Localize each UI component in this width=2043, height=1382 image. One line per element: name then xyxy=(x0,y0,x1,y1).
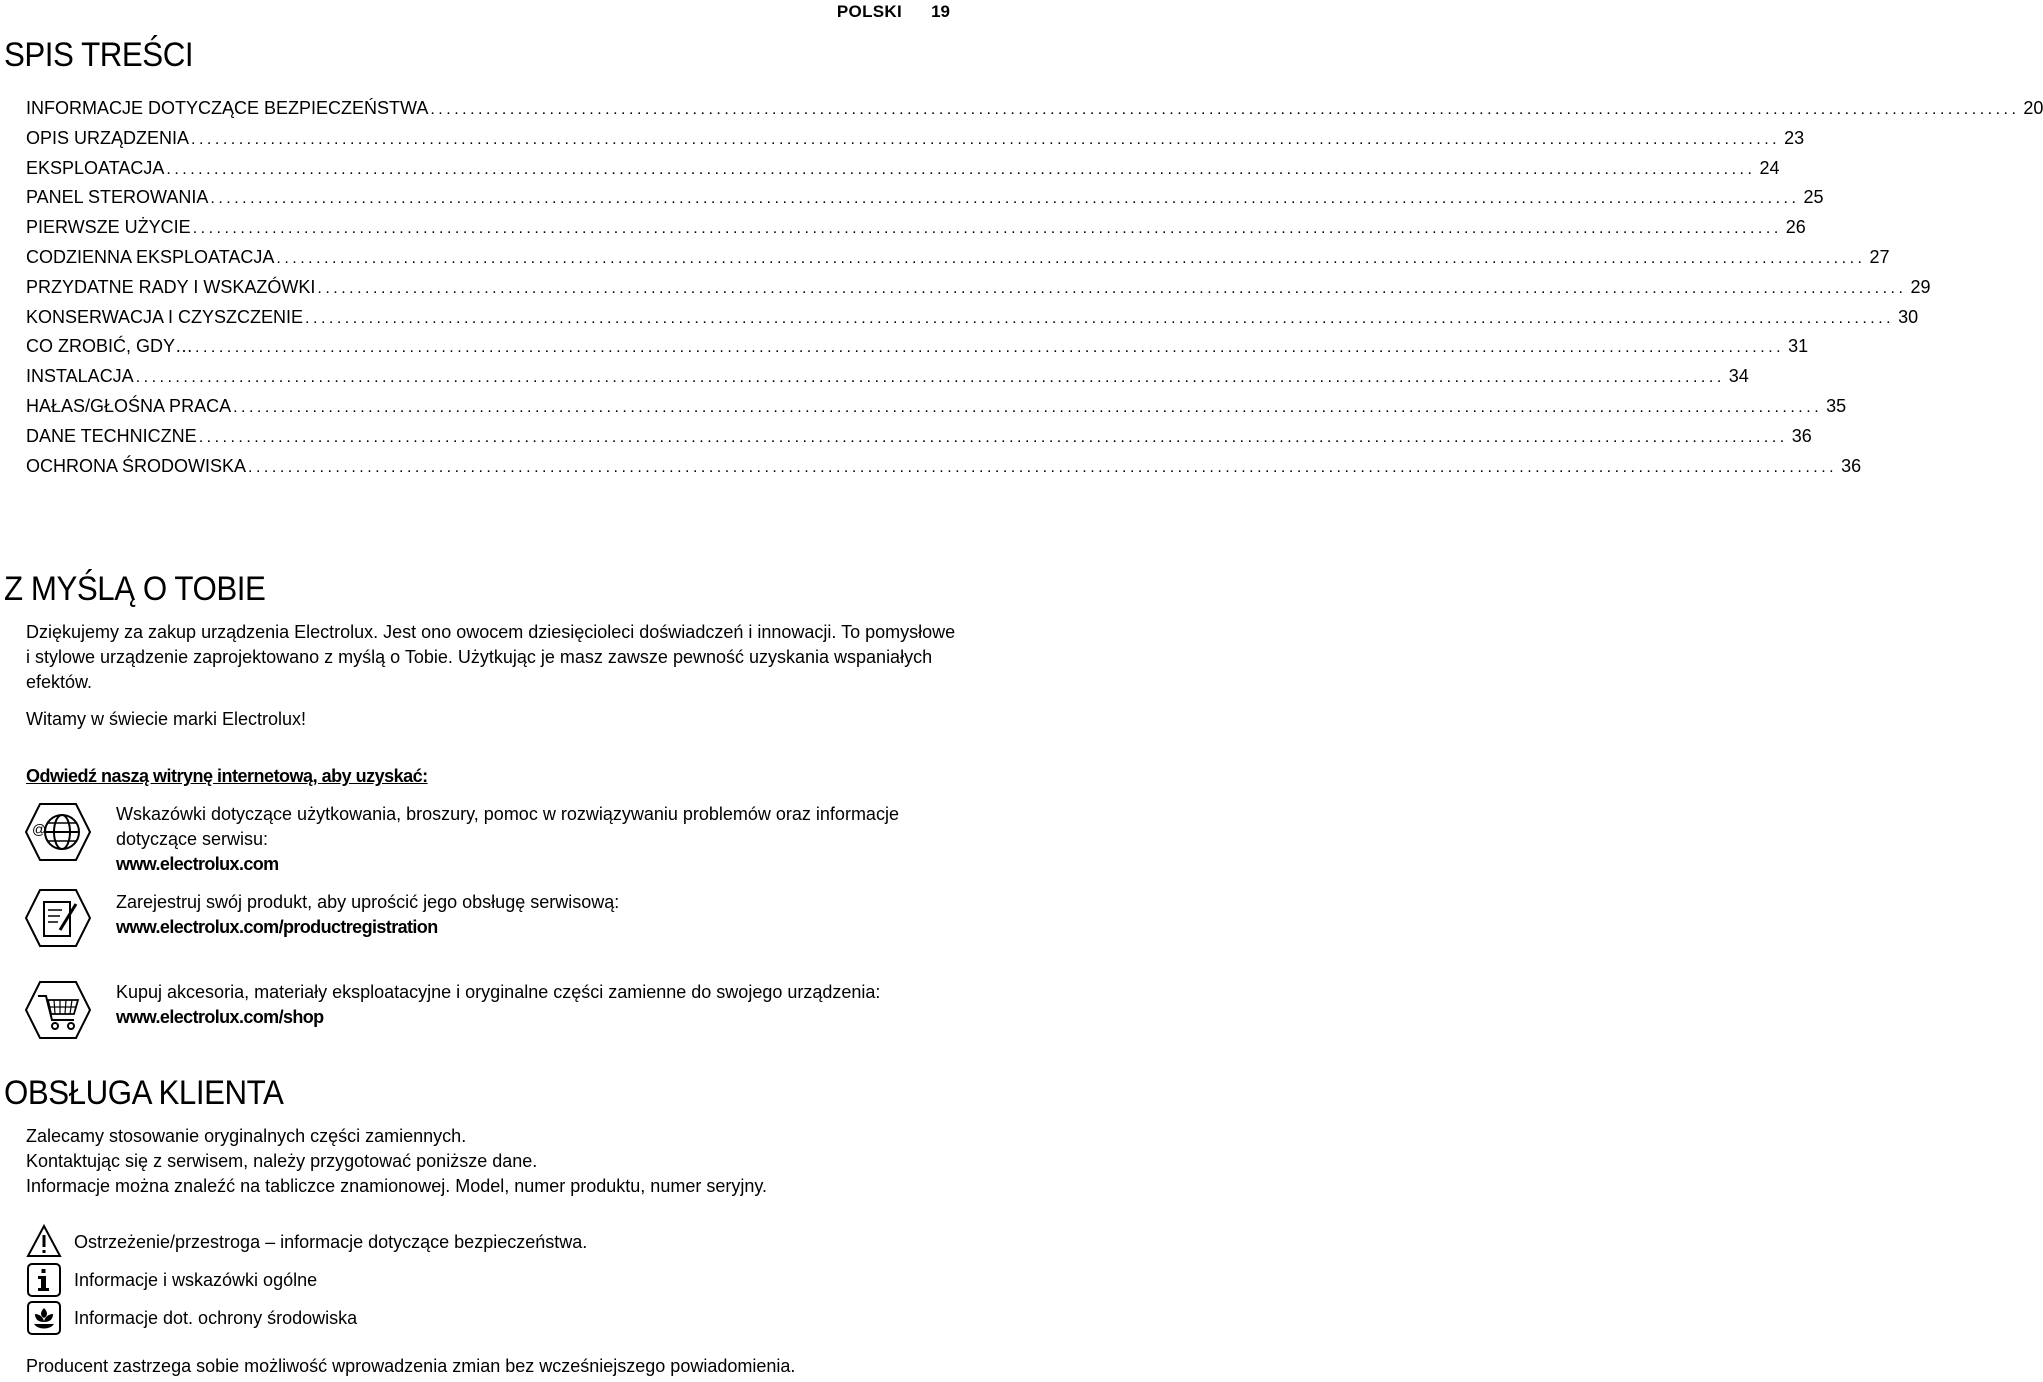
language-label: POLSKI xyxy=(836,2,902,21)
toc-entry-page: 26 xyxy=(1785,217,1806,238)
toc-entry[interactable] xyxy=(26,276,1931,307)
toc-entry-page: 31 xyxy=(1788,336,1809,357)
toc-dot-leader: ........................................................................................................................................................................................................ xyxy=(317,279,1907,297)
toc-entry-title: CODZIENNA EKSPLOATACJA xyxy=(26,246,275,267)
toc-dot-leader: ........................................................................................................................................................................................................ xyxy=(195,339,1785,357)
toc-entry[interactable] xyxy=(26,217,1806,247)
toc-dot-leader: ........................................................................................................................................................................................................ xyxy=(166,160,1756,178)
toc-entry-page: 34 xyxy=(1728,366,1749,387)
toc-dot-leader: ........................................................................................................................................................................................................ xyxy=(430,101,2020,118)
toc-entry-page: 24 xyxy=(1759,157,1780,178)
toc-entry-page: 30 xyxy=(1898,306,1919,327)
toc-entry-title: OPIS URZĄDZENIA xyxy=(26,127,190,148)
welcome-text: Witamy w świecie marki Electrolux! xyxy=(26,709,307,729)
toc-entry-title: OCHRONA ŚRODOWISKA xyxy=(26,455,247,476)
legend-environment-text: Informacje dot. ochrony środowiska xyxy=(74,1308,358,1328)
toc-entry-title: INFORMACJE DOTYCZĄCE BEZPIECZEŃSTWA xyxy=(26,98,429,118)
shop-link-text: Kupuj akcesoria, materiały eksploatacyjne i oryginalne części zamienne do swojego urządzenia: xyxy=(116,982,881,1002)
toc-entry-title: PANEL STEROWANIA xyxy=(26,187,209,208)
legend-info-text: Informacje i wskazówki ogólne xyxy=(74,1270,318,1290)
warning-icon xyxy=(26,1224,62,1260)
toc-heading: SPIS TREŚCI xyxy=(4,36,194,74)
toc-entry[interactable] xyxy=(26,157,1780,188)
registration-icon xyxy=(24,888,92,953)
toc-dot-leader: ........................................................................................................................................................................................................ xyxy=(198,428,1788,446)
registration-link-block xyxy=(116,890,936,940)
legend-warning-text: Ostrzeżenie/przestroga – informacje dotyczące bezpieczeństwa. xyxy=(74,1232,588,1252)
support-link-text: Wskazówki dotyczące użytkowania, broszury, pomoc w rozwiązywaniu problemów oraz informacje dotyczące serwisu: xyxy=(116,804,899,849)
toc-dot-leader: ........................................................................................................................................................................................................ xyxy=(210,190,1800,208)
toc-entry-title: HAŁAS/GŁOŚNA PRACA xyxy=(26,395,232,416)
toc-entry[interactable] xyxy=(26,98,2043,128)
toc-entry[interactable] xyxy=(26,336,1809,366)
shopping-cart-icon xyxy=(24,980,92,1045)
toc-entry-page: 36 xyxy=(1841,455,1862,476)
toc-entry-title: PRZYDATNE RADY I WSKAZÓWKI xyxy=(26,276,316,297)
toc-entry-page: 27 xyxy=(1869,246,1890,267)
service-heading: OBSŁUGA KLIENTA xyxy=(4,1074,284,1112)
toc-entry-page: 25 xyxy=(1803,187,1824,208)
info-icon xyxy=(26,1262,62,1298)
toc-entry-title: CO ZROBIĆ, GDY… xyxy=(26,336,194,357)
legend-warning xyxy=(26,1224,726,1260)
service-info xyxy=(26,1124,956,1199)
svg-text:@: @ xyxy=(32,821,47,837)
toc-entry[interactable] xyxy=(26,246,1890,277)
globe-icon xyxy=(24,802,92,867)
toc-entry[interactable] xyxy=(26,455,1862,486)
support-link-url[interactable]: www.electrolux.com xyxy=(116,854,279,874)
toc-entry-page: 20 xyxy=(2023,98,2043,118)
toc-entry-title: PIERWSZE UŻYCIE xyxy=(26,217,191,238)
legend-info xyxy=(26,1262,726,1298)
toc-dot-leader: ........................................................................................................................................................................................................ xyxy=(276,249,1866,267)
toc-entry-page: 35 xyxy=(1826,395,1847,416)
page-header xyxy=(0,2,960,24)
shop-link-block xyxy=(116,980,936,1030)
toc-entry[interactable] xyxy=(26,306,1919,337)
environment-icon xyxy=(26,1300,62,1336)
toc-entry[interactable] xyxy=(26,395,1847,426)
toc-entry-title: DANE TECHNICZNE xyxy=(26,425,197,446)
visit-website-text: Odwiedź naszą witrynę internetową, aby uzyskać: xyxy=(26,766,428,786)
about-heading: Z MYŚLĄ O TOBIE xyxy=(4,570,266,608)
legend-environment xyxy=(26,1300,726,1336)
toc-dot-leader: ........................................................................................................................................................................................................ xyxy=(191,130,1781,148)
toc-entry-page: 23 xyxy=(1784,127,1805,148)
registration-link-text: Zarejestruj swój produkt, aby uprościć jego obsługę serwisową: xyxy=(116,892,620,912)
toc-entry-title: INSTALACJA xyxy=(26,366,134,387)
toc-dot-leader: ........................................................................................................................................................................................................ xyxy=(192,220,1782,238)
toc-entry-page: 36 xyxy=(1791,425,1812,446)
toc-entry[interactable] xyxy=(26,187,1824,217)
service-line-3: Informacje można znaleźć na tabliczce znamionowej. Model, numer produktu, numer seryjny. xyxy=(26,1176,768,1196)
toc-dot-leader: ........................................................................................................................................................................................................ xyxy=(135,369,1725,387)
footer-note: Producent zastrzega sobie możliwość wprowadzenia zmian bez wcześniejszego powiadomienia. xyxy=(26,1356,796,1376)
toc-entry[interactable] xyxy=(26,366,1749,396)
toc-dot-leader: ........................................................................................................................................................................................................ xyxy=(305,309,1895,327)
table-of-contents xyxy=(26,98,2043,485)
support-link-block xyxy=(116,802,936,877)
toc-entry[interactable] xyxy=(26,425,1812,456)
intro-paragraph: Dziękujemy za zakup urządzenia Electrolux. Jest ono owocem dziesięcioleci doświadczeń i innowacji. To pomysłowe i stylowe urządzenie zaprojektowano z myślą o Tobie. Użytkując je masz zawsze pewność uzyskania wspaniałych efektów. xyxy=(26,622,956,692)
shop-link-url[interactable]: www.electrolux.com/shop xyxy=(116,1007,324,1027)
toc-dot-leader: ........................................................................................................................................................................................................ xyxy=(233,398,1823,416)
page-number: 19 xyxy=(931,2,950,21)
service-line-1: Zalecamy stosowanie oryginalnych części zamiennych. xyxy=(26,1126,467,1146)
toc-entry-title: EKSPLOATACJA xyxy=(26,157,165,178)
toc-entry-title: KONSERWACJA I CZYSZCZENIE xyxy=(26,306,304,327)
registration-link-url[interactable]: www.electrolux.com/productregistration xyxy=(116,917,438,937)
toc-entry[interactable] xyxy=(26,127,1805,158)
toc-entry-page: 29 xyxy=(1910,276,1931,297)
service-line-2: Kontaktując się z serwisem, należy przygotować poniższe dane. xyxy=(26,1151,538,1171)
toc-dot-leader: ........................................................................................................................................................................................................ xyxy=(248,458,1838,476)
